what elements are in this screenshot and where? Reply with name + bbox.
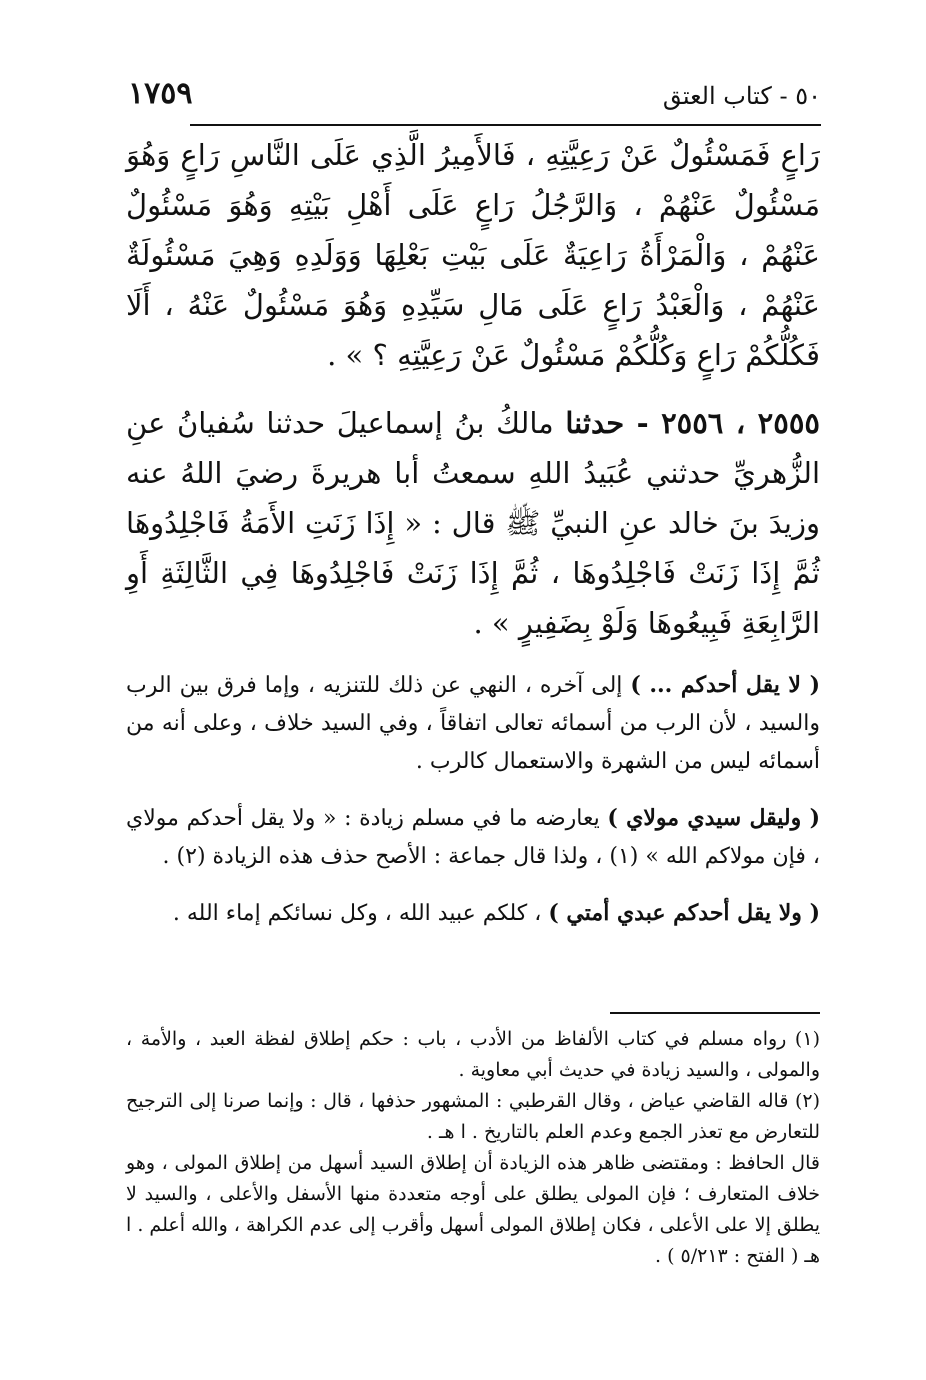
commentary-paragraph <box>126 666 820 781</box>
footnotes <box>126 1024 820 1272</box>
hadith-continuation: رَاعٍ فَمَسْئُولٌ عَنْ رَعِيَّتِهِ ، فَالأَمِيرُ الَّذِي عَلَى النَّاسِ رَاعٍ وَهُوَ مَسْئُولٌ عَنْهُمْ ، وَالرَّجُلُ رَاعٍ عَلَى أَهْلِ بَيْتِهِ وَهُوَ مَسْئُولٌ عَنْهُمْ ، وَالْمَرْأَةُ رَاعِيَةٌ عَلَى بَيْتِ بَعْلِهَا وَوَلَدِهِ وَهِيَ مَسْئُولَةٌ عَنْهُمْ ، وَالْعَبْدُ رَاعٍ عَلَى مَالِ سَيِّدِهِ وَهُوَ مَسْئُولٌ عَنْهُ ، أَلَا فَكُلُّكُمْ رَاعٍ وَكُلُّكُمْ مَسْئُولٌ عَنْ رَعِيَّتِهِ ؟ » . <box>126 138 820 372</box>
hadith-body: مالكُ بنُ إسماعيلَ حدثنا سُفيانُ عنِ الزُّهريِّ حدثني عُبَيدُ اللهِ سمعتُ أبا هريرةَ رضيَ اللهُ عنه وزيدَ بنَ خالد عنِ النبيِّ ﷺ قال : « إِذَا زَنَتِ الأَمَةُ فَاجْلِدُوهَا ثُمَّ إِذَا زَنَتْ فَاجْلِدُوهَا ، ثُمَّ إِذَا زَنَتْ فَاجْلِدُوهَا فِي الثَّالِثَةِ أَوِ الرَّابِعَةِ فَبِيعُوهَا وَلَوْ بِضَفِيرٍ » . <box>126 406 820 640</box>
commentary-paragraph <box>126 894 820 933</box>
footnote-rule <box>610 1012 820 1014</box>
footnote-2: (٢) قاله القاضي عياض ، وقال القرطبي : المشهور حذفها ، قال : وإنما صرنا إلى الترجيح للتعارض مع تعذر الجمع وعدم العلم بالتاريخ . ا هـ . <box>126 1090 820 1143</box>
page-number: ١٧٥٩ <box>128 76 193 111</box>
commentary-lemma: ( وليقل سيدي مولاي ) <box>607 805 820 831</box>
hadith-numbers: ٢٥٥٥ ، ٢٥٥٦ - حدثنا <box>565 406 820 440</box>
hadith-2555 <box>126 398 820 648</box>
main-text <box>126 130 820 933</box>
commentary-text: يعارضه ما في مسلم زيادة : « ولا يقل أحدكم مولاي ، فإن مولاكم الله » (١) ، ولذا قال جماعة : الأصح حذف هذه الزيادة (٢) . <box>126 806 820 869</box>
running-header <box>128 76 821 118</box>
footnote-1: (١) رواه مسلم في كتاب الألفاظ من الأدب ، باب : حكم إطلاق لفظة العبد ، والأمة ، والمولى ، والسيد زيادة في حديث أبي معاوية . <box>126 1028 820 1081</box>
commentary-text: ، كلكم عبيد الله ، وكل نسائكم إماء الله . <box>172 901 549 926</box>
footnote-2-continuation: قال الحافظ : ومقتضى ظاهر هذه الزيادة أن إطلاق السيد أسهل من إطلاق المولى ، وهو خلاف المتعارف ؛ فإن المولى يطلق على أوجه متعددة منها الأسفل والأعلى ، والسيد لا يطلق إلا على الأعلى ، فكان إطلاق المولى أسهل وأقرب إلى عدم الكراهة ، والله أعلم . ا هـ ( الفتح : ٥/٢١٣ ) . <box>126 1152 820 1267</box>
header-rule <box>190 124 821 126</box>
commentary-text: إلى آخره ، النهي عن ذلك للتنزيه ، وإما فرق بين الرب والسيد ، لأن الرب من أسمائه تعالى اتفاقاً ، وفي السيد خلاف ، وعلى أنه من أسمائه ليس من الشهرة والاستعمال كالرب . <box>126 673 820 774</box>
chapter-title: ٥٠ - كتاب العتق <box>662 82 821 110</box>
commentary-lemma: ( ولا يقل أحدكم عبدي أمتي ) <box>548 900 820 926</box>
commentary-paragraph <box>126 799 820 876</box>
commentary-lemma: ( لا يقل أحدكم ... ) <box>630 672 820 698</box>
